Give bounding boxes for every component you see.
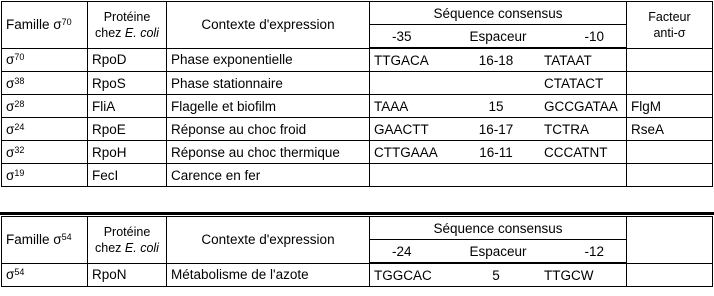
consensus54-subheader: -24 Espaceur -12 xyxy=(370,240,627,264)
box-b: CCCATNT xyxy=(544,144,608,160)
spacer: 16-18 xyxy=(478,52,514,68)
context-cell: Phase stationnaire xyxy=(167,72,370,95)
box-b: TTGCW xyxy=(544,267,594,283)
table-row xyxy=(2,263,713,287)
table-row xyxy=(2,95,713,118)
family-header: Famille $\sigma^{70}$ xyxy=(2,2,88,49)
box-a: TGGCAC xyxy=(374,267,432,283)
context-header: Contexte d'expression xyxy=(167,2,370,49)
spacer: 16-11 xyxy=(479,144,513,160)
protein-header: Protéine chez E. coli xyxy=(88,2,167,49)
anti-sigma-header: Facteur anti-σ xyxy=(627,2,713,49)
consensus-cell xyxy=(370,263,627,287)
anti-sigma-cell xyxy=(627,141,713,164)
box-b: TCTRA xyxy=(544,121,589,137)
header-row-1 xyxy=(2,2,713,25)
box-b: CTATACT xyxy=(544,75,604,91)
protein-cell: FecI xyxy=(88,164,167,187)
protein54-header: Protéine chez E. coli xyxy=(88,217,167,264)
table-row xyxy=(2,141,713,164)
table-row xyxy=(2,48,713,72)
box-b: TATAAT xyxy=(544,52,592,68)
consensus-cell xyxy=(370,164,627,187)
consensus-cell xyxy=(370,48,627,72)
sigma70-family-table xyxy=(1,1,713,187)
context-cell: Métabolisme de l'azote xyxy=(167,263,370,287)
context-cell: Carence en fer xyxy=(167,164,370,187)
consensus-header: Séquence consensus xyxy=(370,2,627,25)
consensus54-header: Séquence consensus xyxy=(370,217,627,240)
table-row xyxy=(2,72,713,95)
protein-cell: RpoD xyxy=(88,48,167,72)
protein-cell: RpoH xyxy=(88,141,167,164)
anti-sigma-cell xyxy=(627,263,713,287)
consensus-cell xyxy=(370,141,627,164)
consensus-cell xyxy=(370,72,627,95)
spacer: 16-17 xyxy=(478,121,514,137)
sigma54-rows xyxy=(2,263,713,287)
section-separator xyxy=(0,212,714,215)
context54-header: Contexte d'expression xyxy=(167,217,370,264)
spacer: 15 xyxy=(488,98,504,114)
protein-cell: RpoE xyxy=(88,118,167,141)
box-a: TTGACA xyxy=(374,52,429,68)
sigma-cell: $\sigma^{38}$ xyxy=(2,72,88,95)
anti-sigma-cell xyxy=(627,72,713,95)
box-a: CTTGAAA xyxy=(374,144,438,160)
consensus-subheader: -35 Espaceur -10 xyxy=(370,25,627,49)
sigma54-family-table xyxy=(1,216,713,287)
consensus-cell xyxy=(370,118,627,141)
anti-sigma-cell xyxy=(627,48,713,72)
anti54-header-empty xyxy=(627,217,713,264)
sigma-cell: $\sigma^{24}$ xyxy=(2,118,88,141)
sigma70-rows xyxy=(2,48,713,187)
sigma-cell: $\sigma^{19}$ xyxy=(2,164,88,187)
header54-row-1 xyxy=(2,217,713,240)
family54-header: Famille $\sigma^{54}$ xyxy=(2,217,88,264)
context-cell: Flagelle et biofilm xyxy=(167,95,370,118)
protein-cell: RpoS xyxy=(88,72,167,95)
protein-cell: RpoN xyxy=(88,263,167,287)
context-cell: Phase exponentielle xyxy=(167,48,370,72)
box-a: TAAA xyxy=(374,98,409,114)
anti-sigma-cell xyxy=(627,164,713,187)
table-row xyxy=(2,118,713,141)
consensus-cell xyxy=(370,95,627,118)
context-cell: Réponse au choc thermique xyxy=(167,141,370,164)
table-row xyxy=(2,164,713,187)
anti-sigma-cell: FlgM xyxy=(627,95,713,118)
sigma-cell: $\sigma^{70}$ xyxy=(2,48,88,72)
box-a: GAACTT xyxy=(374,121,429,137)
sigma-cell: $\sigma^{28}$ xyxy=(2,95,88,118)
anti-sigma-cell: RseA xyxy=(627,118,713,141)
box-b: GCCGATAA xyxy=(544,98,618,114)
spacer: 5 xyxy=(492,267,500,283)
sigma-cell: $\sigma^{54}$ xyxy=(2,263,88,287)
context-cell: Réponse au choc froid xyxy=(167,118,370,141)
sigma-cell: $\sigma^{32}$ xyxy=(2,141,88,164)
protein-cell: FliA xyxy=(88,95,167,118)
